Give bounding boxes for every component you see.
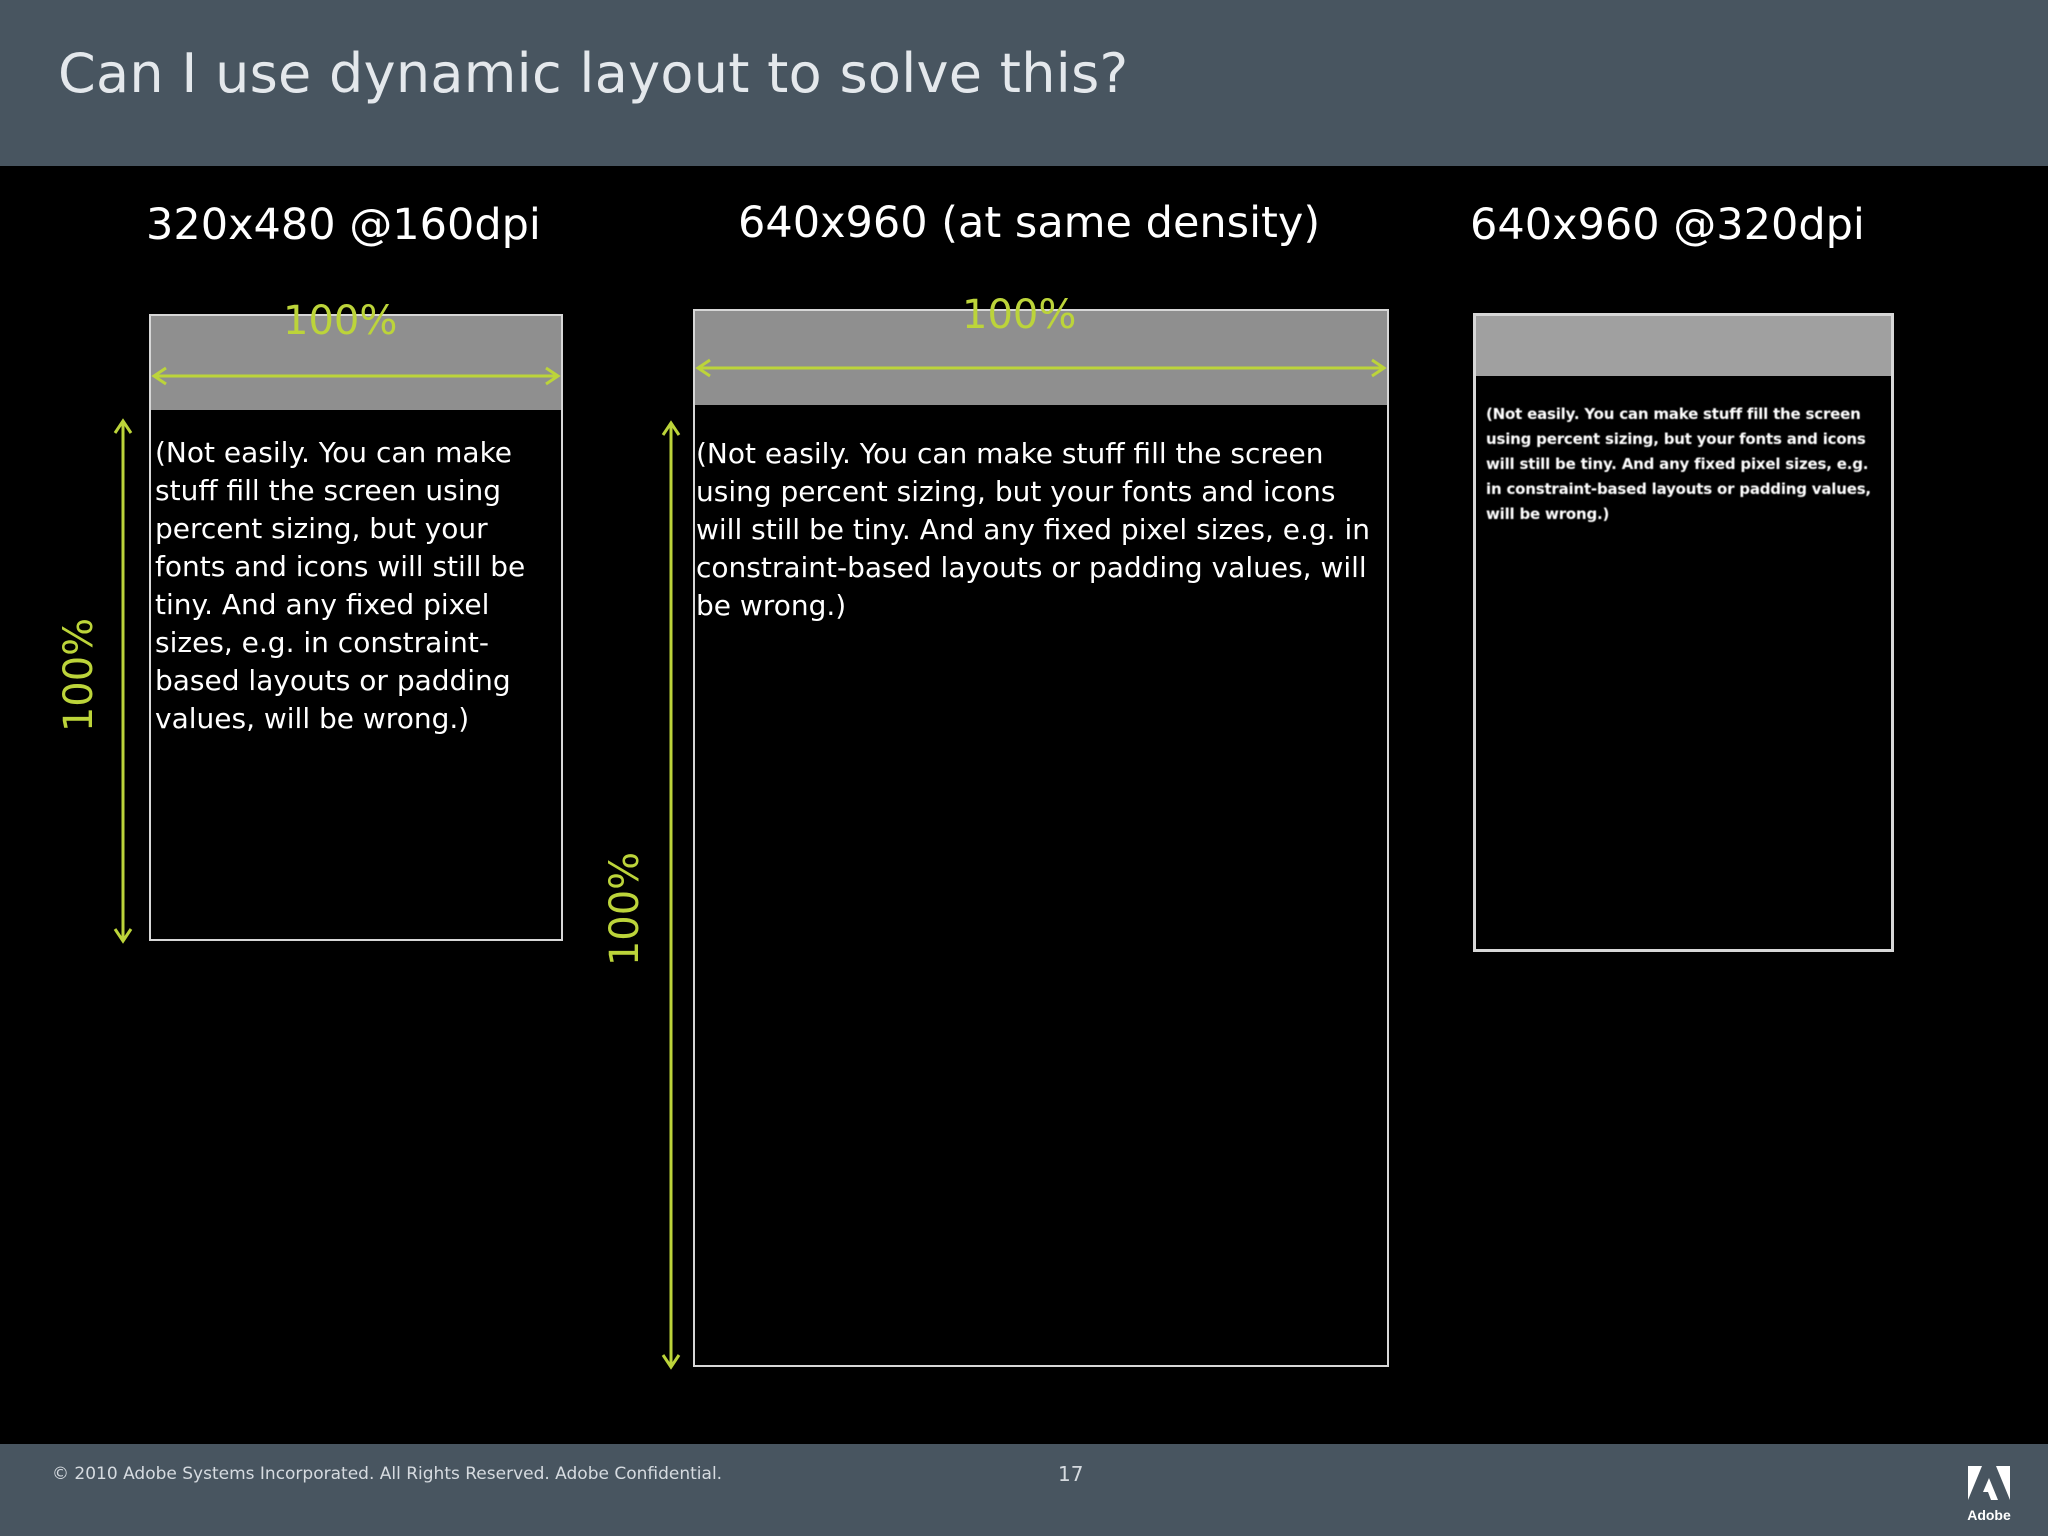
adobe-logo-icon: [1960, 1462, 2018, 1524]
column-heading-1: 320x480 @160dpi: [146, 200, 541, 250]
column-heading-2: 640x960 (at same density): [738, 198, 1321, 248]
device-body-text-1: (Not easily. You can make stuff fill the screen using percent sizing, but your fonts and icons will still be tiny. And any fixed pixel sizes, e.g. in constraint-based layouts or padding values, will be wrong.): [155, 436, 526, 735]
column-heading-3: 640x960 @320dpi: [1470, 200, 1865, 250]
height-arrow-1: [113, 418, 133, 944]
width-label-2: 100%: [962, 292, 1077, 338]
height-arrow-2: [661, 420, 681, 1370]
width-label-1: 100%: [283, 298, 398, 344]
height-label-2: 100%: [602, 851, 649, 967]
device-header-bar-3: [1476, 316, 1891, 376]
device-frame-3: [1473, 313, 1894, 952]
device-body-text-2: (Not easily. You can make stuff fill the screen using percent sizing, but your fonts and icons will still be tiny. And any fixed pixel sizes, e.g. in constraint-based layouts or padding values, will be wrong.): [696, 437, 1370, 622]
adobe-logo-text: Adobe: [1967, 1507, 2011, 1523]
footer-copyright: © 2010 Adobe Systems Incorporated. All Rights Reserved. Adobe Confidential.: [52, 1464, 723, 1484]
device-body-text-3: (Not easily. You can make stuff fill the screen using percent sizing, but your fonts and icons will still be tiny. And any fixed pixel sizes, e.g. in constraint-based layouts or padding values, will be wrong.): [1486, 405, 1871, 523]
device-frame-2: [693, 309, 1389, 1367]
height-label-1: 100%: [56, 617, 103, 733]
device-frame-1: [149, 314, 563, 941]
width-arrow-2: [694, 358, 1388, 378]
slide-footer: [0, 1444, 2048, 1536]
slide-title: Can I use dynamic layout to solve this?: [58, 42, 1129, 105]
width-arrow-1: [150, 366, 562, 386]
page-number: 17: [1058, 1462, 1084, 1486]
slide-header: [0, 0, 2048, 166]
